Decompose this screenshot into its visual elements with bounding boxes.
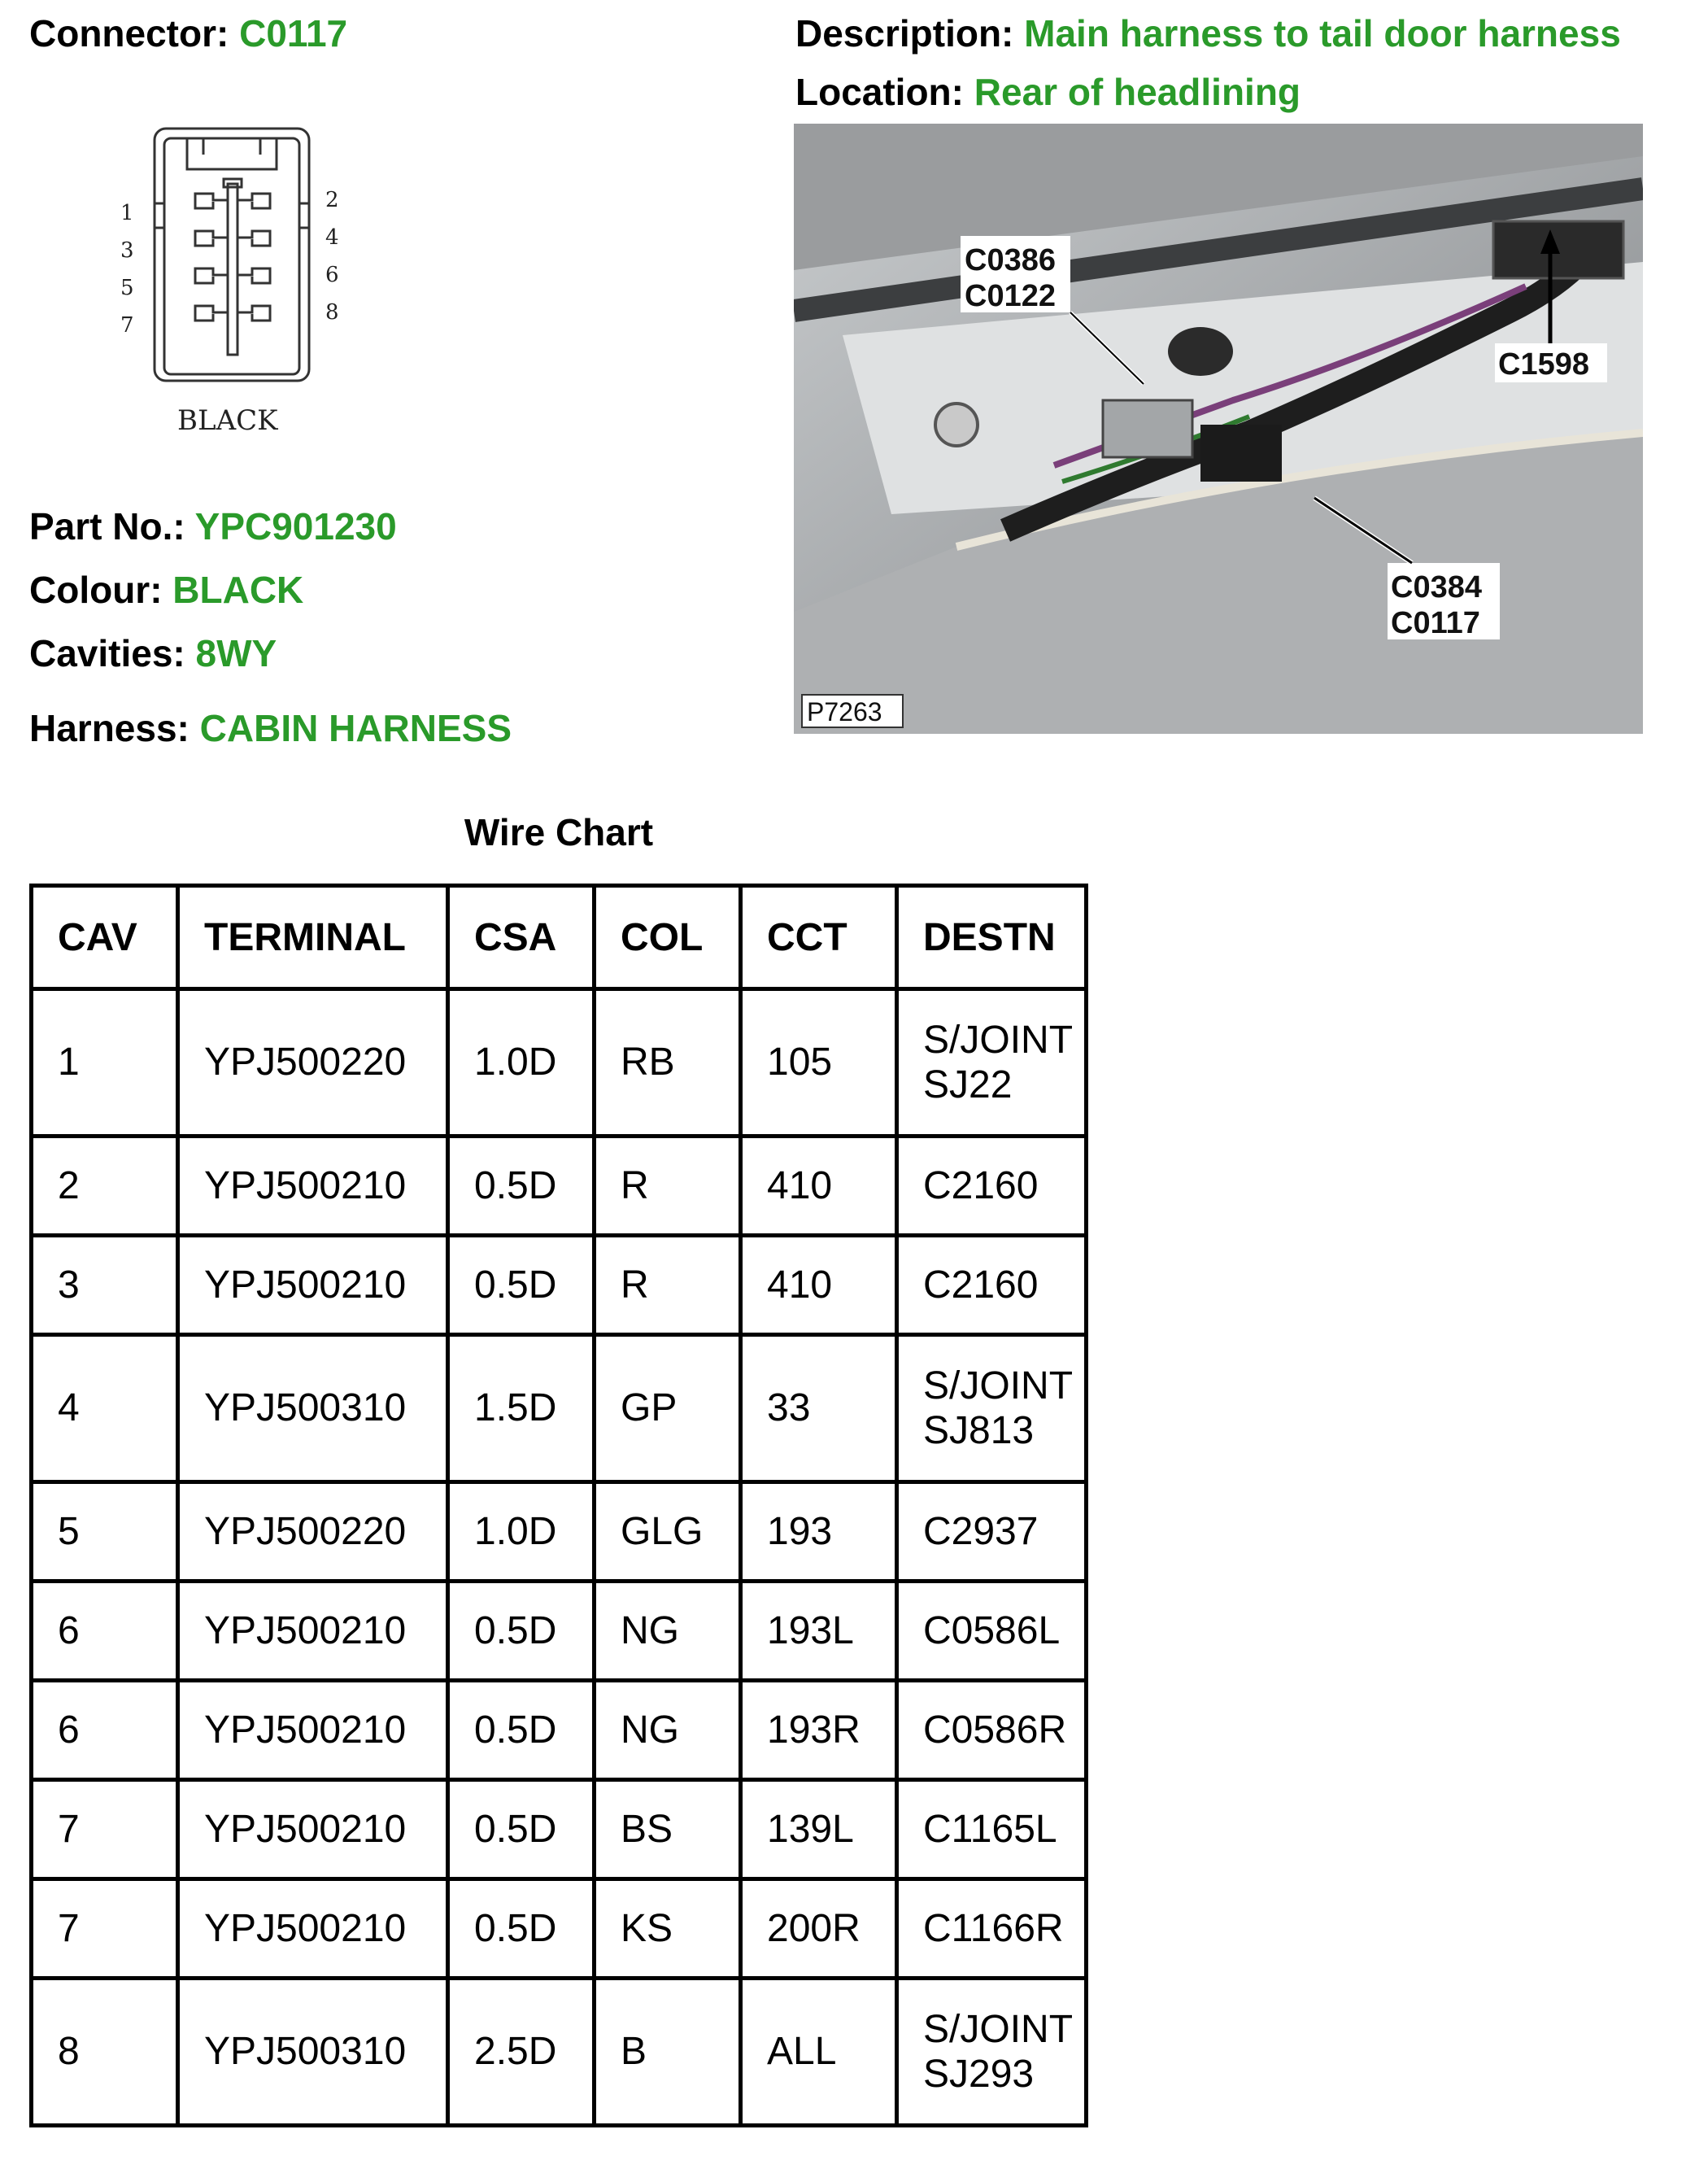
cell-destn: S/JOINT SJ293 bbox=[897, 1979, 1087, 2126]
table-row bbox=[32, 1879, 1087, 1979]
location-photo bbox=[794, 124, 1643, 734]
cell-destn: C1166R bbox=[897, 1879, 1087, 1979]
cell-terminal: YPJ500210 bbox=[178, 1780, 448, 1879]
cell-destn: C2937 bbox=[897, 1482, 1087, 1582]
cell-col: B bbox=[595, 1979, 741, 2126]
header-col: COL bbox=[595, 886, 741, 989]
cell-csa: 2.5D bbox=[448, 1979, 595, 2126]
part-number-value: YPC901230 bbox=[194, 505, 397, 548]
cell-cct: 410 bbox=[741, 1137, 897, 1236]
cell-col: BS bbox=[595, 1780, 741, 1879]
cell-cav: 1 bbox=[32, 989, 178, 1137]
location bbox=[795, 70, 1301, 114]
table-header-row bbox=[32, 886, 1087, 989]
cell-terminal: YPJ500220 bbox=[178, 989, 448, 1137]
header-terminal: TERMINAL bbox=[178, 886, 448, 989]
cell-terminal: YPJ500210 bbox=[178, 1137, 448, 1236]
housing-caption: BLACK bbox=[177, 404, 278, 437]
cell-csa: 1.0D bbox=[448, 1482, 595, 1582]
cell-terminal: YPJ500210 bbox=[178, 1582, 448, 1681]
cell-col: NG bbox=[595, 1582, 741, 1681]
table-row bbox=[32, 1582, 1087, 1681]
colour bbox=[29, 568, 303, 612]
cell-cct: 193R bbox=[741, 1681, 897, 1780]
cell-cav: 7 bbox=[32, 1879, 178, 1979]
pin-label-6: 6 bbox=[325, 263, 339, 287]
cell-terminal: YPJ500210 bbox=[178, 1681, 448, 1780]
pin-label-1: 1 bbox=[120, 201, 134, 225]
cell-cct: 105 bbox=[741, 989, 897, 1137]
cell-destn: C0586L bbox=[897, 1582, 1087, 1681]
cell-col: NG bbox=[595, 1681, 741, 1780]
cell-cct: 193L bbox=[741, 1582, 897, 1681]
connector-label: Connector: bbox=[29, 12, 229, 55]
header-destn: DESTN bbox=[897, 886, 1087, 989]
cell-csa: 0.5D bbox=[448, 1582, 595, 1681]
pin-label-4: 4 bbox=[325, 225, 339, 250]
pin-label-8: 8 bbox=[325, 300, 339, 325]
cell-cav: 3 bbox=[32, 1236, 178, 1335]
table-row bbox=[32, 1236, 1087, 1335]
location-value: Rear of headlining bbox=[974, 71, 1301, 113]
cell-cav: 4 bbox=[32, 1335, 178, 1482]
cell-terminal: YPJ500310 bbox=[178, 1979, 448, 2126]
cell-terminal: YPJ500310 bbox=[178, 1335, 448, 1482]
header-cct: CCT bbox=[741, 886, 897, 989]
cell-col: R bbox=[595, 1236, 741, 1335]
cell-destn: C2160 bbox=[897, 1137, 1087, 1236]
cell-col: GLG bbox=[595, 1482, 741, 1582]
cell-destn: S/JOINT SJ22 bbox=[897, 989, 1087, 1137]
cell-col: GP bbox=[595, 1335, 741, 1482]
cell-cct: 193 bbox=[741, 1482, 897, 1582]
description-value: Main harness to tail door harness bbox=[1024, 12, 1621, 55]
cell-cct: 139L bbox=[741, 1780, 897, 1879]
cell-cav: 6 bbox=[32, 1681, 178, 1780]
cell-destn: C1165L bbox=[897, 1780, 1087, 1879]
cell-terminal: YPJ500210 bbox=[178, 1879, 448, 1979]
photo-callout-c0122: C0122 bbox=[965, 279, 1056, 313]
cell-col: KS bbox=[595, 1879, 741, 1979]
location-label: Location: bbox=[795, 71, 964, 113]
cavities-label: Cavities: bbox=[29, 632, 185, 674]
table-row bbox=[32, 1780, 1087, 1879]
cell-csa: 0.5D bbox=[448, 1137, 595, 1236]
harness-value: CABIN HARNESS bbox=[199, 707, 512, 749]
cell-terminal: YPJ500220 bbox=[178, 1482, 448, 1582]
cell-cav: 5 bbox=[32, 1482, 178, 1582]
cell-csa: 0.5D bbox=[448, 1780, 595, 1879]
cell-col: R bbox=[595, 1137, 741, 1236]
pin-label-7: 7 bbox=[120, 313, 134, 338]
description bbox=[795, 11, 1621, 55]
cell-cct: 410 bbox=[741, 1236, 897, 1335]
cavities-value: 8WY bbox=[195, 632, 277, 674]
photo-callout-c0384: C0384 bbox=[1391, 570, 1482, 604]
table-row bbox=[32, 1681, 1087, 1780]
table-row bbox=[32, 1482, 1087, 1582]
cell-csa: 1.0D bbox=[448, 989, 595, 1137]
cell-cct: 200R bbox=[741, 1879, 897, 1979]
cell-cav: 6 bbox=[32, 1582, 178, 1681]
photo-callout-c0386: C0386 bbox=[965, 243, 1056, 277]
wire-chart-table bbox=[29, 884, 1088, 2127]
wire-chart-title: Wire Chart bbox=[464, 811, 654, 853]
colour-label: Colour: bbox=[29, 569, 163, 611]
part-number bbox=[29, 504, 397, 548]
table-row bbox=[32, 989, 1087, 1137]
cell-destn: C2160 bbox=[897, 1236, 1087, 1335]
photo-callout-c1598: C1598 bbox=[1498, 347, 1589, 382]
cell-cav: 8 bbox=[32, 1979, 178, 2126]
cavities bbox=[29, 631, 277, 675]
cell-cav: 2 bbox=[32, 1137, 178, 1236]
header-cav: CAV bbox=[32, 886, 178, 989]
pin-label-3: 3 bbox=[120, 238, 134, 263]
photo-callout-c0117: C0117 bbox=[1391, 606, 1480, 640]
connector-value: C0117 bbox=[239, 12, 348, 55]
photo-ref: P7263 bbox=[807, 697, 882, 727]
connector-face-diagram bbox=[106, 122, 366, 447]
cell-csa: 1.5D bbox=[448, 1335, 595, 1482]
cell-csa: 0.5D bbox=[448, 1236, 595, 1335]
cell-destn: C0586R bbox=[897, 1681, 1087, 1780]
table-row bbox=[32, 1137, 1087, 1236]
pin-label-2: 2 bbox=[325, 188, 339, 212]
harness-label: Harness: bbox=[29, 707, 190, 749]
cell-cav: 7 bbox=[32, 1780, 178, 1879]
pin-label-5: 5 bbox=[120, 276, 134, 300]
header-csa: CSA bbox=[448, 886, 595, 989]
cell-csa: 0.5D bbox=[448, 1879, 595, 1979]
harness bbox=[29, 706, 512, 750]
cell-col: RB bbox=[595, 989, 741, 1137]
table-row bbox=[32, 1979, 1087, 2126]
part-number-label: Part No.: bbox=[29, 505, 185, 548]
cell-destn: S/JOINT SJ813 bbox=[897, 1335, 1087, 1482]
cell-cct: 33 bbox=[741, 1335, 897, 1482]
cell-csa: 0.5D bbox=[448, 1681, 595, 1780]
colour-value: BLACK bbox=[172, 569, 304, 611]
cell-cct: ALL bbox=[741, 1979, 897, 2126]
table-row bbox=[32, 1335, 1087, 1482]
description-label: Description: bbox=[795, 12, 1014, 55]
cell-terminal: YPJ500210 bbox=[178, 1236, 448, 1335]
connector-heading bbox=[29, 11, 347, 55]
